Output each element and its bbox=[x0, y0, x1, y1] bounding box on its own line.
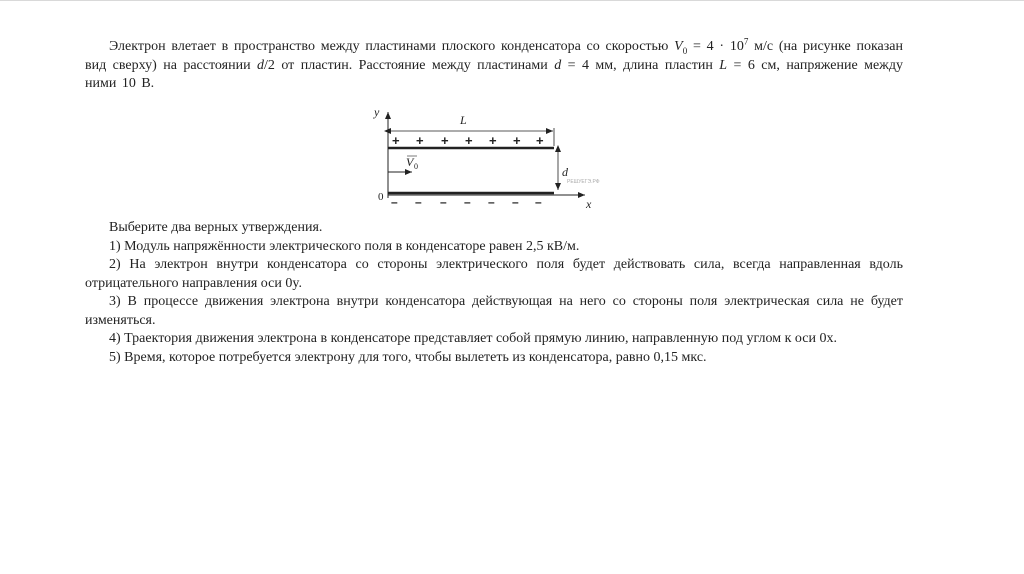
velocity-subscript: 0 bbox=[682, 45, 688, 56]
y-axis-label: y bbox=[374, 105, 380, 119]
plus-sign: + bbox=[513, 133, 521, 148]
watermark: РЕШУЕГЭ.РФ bbox=[567, 179, 600, 185]
option-3: 3) В процессе движения электрона внутри конденсатора действующая на него со стороны поля электрическая сила не будет изменяться. bbox=[85, 294, 903, 328]
plus-sign: + bbox=[536, 133, 544, 148]
velocity-value: = 4 · 10 bbox=[687, 39, 744, 54]
problem-text-1: Электрон влетает в пространство между пластинами плоского конденсатора со скоростью bbox=[109, 39, 675, 54]
option-4: 4) Траектория движения электрона в конденсаторе представляет собой прямую линию, направленную под углом к оси 0x. bbox=[109, 331, 837, 346]
l-symbol: L bbox=[719, 57, 728, 73]
minus-sign: – bbox=[535, 195, 542, 209]
d-half-symbol: d bbox=[257, 57, 265, 73]
top-divider bbox=[0, 0, 1024, 1]
plus-sign: + bbox=[392, 133, 400, 148]
problem-text-3: от пластин. Расстояние между пластинами bbox=[274, 57, 555, 73]
answer-options bbox=[85, 219, 903, 367]
minus-sign: – bbox=[512, 195, 519, 209]
capacitor-figure bbox=[360, 100, 620, 214]
plus-sign: + bbox=[465, 133, 473, 148]
x-axis-label: x bbox=[586, 197, 592, 211]
velocity-symbol: V bbox=[674, 39, 683, 54]
option-5: 5) Время, которое потребуется электрону для того, чтобы вылететь из конденсатора, равно 0,15 мкс. bbox=[109, 349, 707, 365]
problem-text-2: м/с (на рисунке показан вид сверху) на расстоянии bbox=[85, 39, 904, 73]
minus-signs bbox=[391, 195, 542, 209]
minus-sign: – bbox=[488, 195, 495, 209]
problem-statement bbox=[85, 38, 903, 94]
velocity-exponent: 7 bbox=[743, 36, 749, 47]
capacitor-diagram bbox=[360, 100, 620, 214]
problem-text-5: = 6 см, напряжение между ними 10 В. bbox=[85, 57, 903, 91]
plus-sign: + bbox=[489, 133, 497, 148]
problem-text bbox=[85, 38, 903, 94]
question-prompt: Выберите два верных утверждения. bbox=[109, 220, 323, 235]
option-2: 2) На электрон внутри конденсатора со стороны электрического поля будет действовать сила, всегда направленная вдоль отрицательного направления оси 0y. bbox=[85, 257, 903, 291]
d-half-suffix: /2 bbox=[264, 57, 275, 73]
minus-sign: – bbox=[464, 195, 471, 209]
minus-sign: – bbox=[391, 195, 398, 209]
minus-sign: – bbox=[440, 195, 447, 209]
plus-sign: + bbox=[441, 133, 449, 148]
problem-text-4: = 4 мм, длина пластин bbox=[561, 57, 720, 73]
length-label: L bbox=[460, 113, 467, 127]
option-1: 1) Модуль напряжённости электрического поля в конденсаторе равен 2,5 кВ/м. bbox=[109, 238, 580, 254]
velocity-label: V bbox=[406, 155, 414, 169]
plus-signs bbox=[392, 133, 544, 148]
gap-label: d bbox=[562, 165, 568, 179]
velocity-label-subscript: 0 bbox=[414, 162, 418, 171]
d-symbol: d bbox=[554, 57, 562, 73]
plus-sign: + bbox=[416, 133, 424, 148]
origin-label: 0 bbox=[378, 191, 384, 203]
minus-sign: – bbox=[415, 195, 422, 209]
